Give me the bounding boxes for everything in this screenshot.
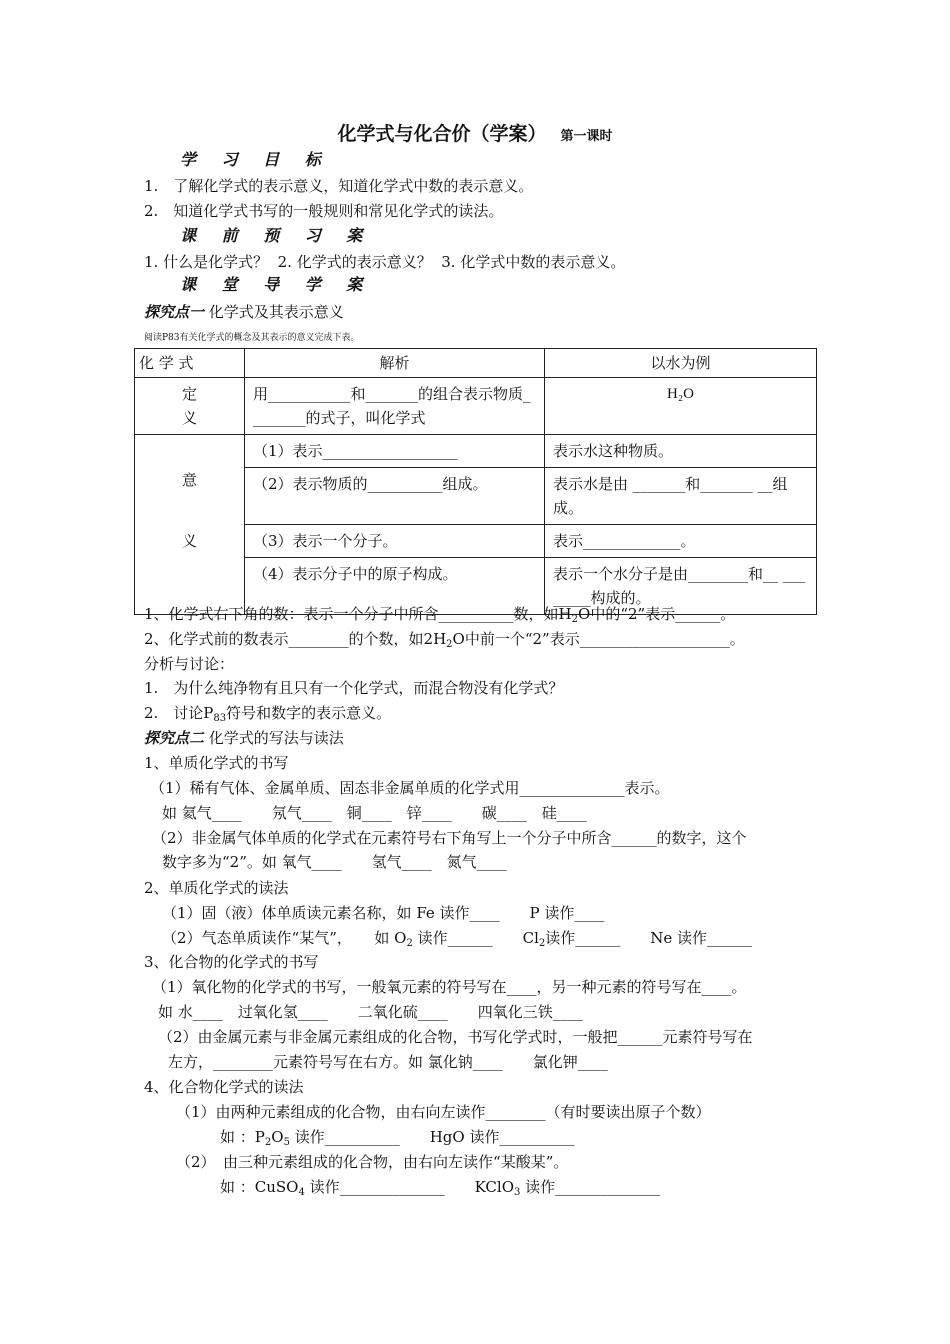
definition-text: 用___________和_______的组合表示物质________的式子，叫化学式	[245, 378, 545, 435]
section-heading-class: 课 堂 导 学 案	[180, 275, 373, 294]
meaning-example: 表示水这种物质。	[545, 435, 817, 468]
meaning-text: （1）表示__________________	[245, 435, 545, 468]
preview-questions: 1. 什么是化学式？ 2. 化学式的表示意义？ 3. 化学式中数的表示意义。	[144, 253, 626, 271]
table-header: 以水为例	[545, 349, 817, 378]
title-text: 化学式与化合价（学案）	[337, 123, 547, 145]
text-line: （1）氧化物的化学式的书写，一般氧元素的符号写在____，另一种元素的符号写在____。	[152, 978, 747, 996]
text-line: （1）稀有气体、金属单质、固态非金属单质的化学式用______________表示。	[150, 779, 670, 797]
text-line: 数字多为“2”。如 氧气____ 氢气____ 氮气____	[162, 853, 507, 871]
meaning-example: 表示_____________。	[545, 525, 817, 558]
meaning-example: 表示水是由 _______和_______ __组成。	[545, 468, 817, 525]
text-line: （2）非金属气体单质的化学式在元素符号右下角写上一个分子中所含______的数字，这个	[152, 829, 747, 847]
section-heading-preview: 课 前 预 习 案	[180, 226, 373, 245]
example-line: 如 ：$P_2O_5$ 读作__________ HgO 读作__________	[220, 1128, 575, 1148]
lesson-subtitle: 第一课时	[560, 129, 613, 144]
table-header: 解析	[245, 349, 545, 378]
table-header: 化 学 式	[135, 349, 245, 378]
question-1: 1、化学式右下角的数：表示一个分子中所含__________数，如$H_2O$中的“2”表示______。	[144, 605, 736, 625]
text-line: 左方，________元素符号写在右方。如 氯化钠____ 氯化钾____	[168, 1053, 608, 1071]
meaning-label-top: 意	[135, 435, 245, 525]
reading-note: 阅读P83有关化学式的概念及其表示的意义完成下表。	[144, 333, 360, 343]
subsection-heading: 3、化合物的化学式的书写	[144, 953, 319, 971]
table-header-row	[135, 349, 817, 378]
table-row-definition	[135, 378, 817, 435]
text-line: （1）由两种元素组成的化合物，由右向左读作________（有时要读出原子个数）	[176, 1103, 711, 1121]
table-row	[135, 435, 817, 468]
subsection-heading: 1、单质化学式的书写	[144, 754, 289, 772]
page-title	[0, 124, 950, 147]
text-line: （2）由金属元素与非金属元素组成的化合物，书写化学式时，一般把______元素符号写在	[158, 1028, 753, 1046]
question-2: 2、化学式前的数表示________的个数，如$2H_2O$中前一个“2”表示____________________。	[144, 630, 745, 650]
probe-label: 探究点一	[144, 303, 205, 321]
meaning-text: （4）表示分子中的原子构成。	[245, 558, 545, 615]
probe-title: 化学式的写法与读法	[208, 729, 344, 747]
probe-title: 化学式及其表示意义	[208, 303, 344, 321]
definition-example: H₂O	[545, 378, 817, 435]
discussion-item: 1. 为什么纯净物有且只有一个化学式，而混合物没有化学式？	[144, 679, 564, 697]
probe-label: 探究点二	[144, 729, 205, 747]
subsection-heading: 2、单质化学式的读法	[144, 879, 289, 897]
example-line: 如 氦气____ 氖气____ 铜____ 锌____ 碳____ 硅____	[162, 804, 587, 822]
example-line: 如 ：CuSO$_4$ 读作______________ KClO$_3$ 读作______________	[220, 1178, 661, 1198]
meaning-text: （2）表示物质的__________组成。	[245, 468, 545, 525]
discussion-item: 2. 讨论$P_{83}$符号和数字的表示意义。	[144, 704, 392, 724]
section-heading-goals: 学 习 目 标	[180, 150, 331, 169]
goal-item: 1. 了解化学式的表示意义，知道化学式中数的表示意义。	[144, 177, 534, 195]
probe-heading-1	[144, 302, 344, 322]
meaning-label-bottom: 义	[135, 525, 245, 615]
meaning-example: 表示一个水分子是由________和__ ________构成的。	[545, 558, 817, 615]
goal-item: 2. 知道化学式书写的一般规则和常见化学式的读法。	[144, 202, 504, 220]
text-line: （2）气态单质读作“某气”， 如 $O_2$ 读作______ $Cl_2$读作______ Ne 读作______	[162, 929, 753, 949]
subsection-heading: 4、化合物化学式的读法	[144, 1078, 304, 1096]
definition-label: 定 义	[135, 378, 245, 435]
text-line: （2） 由三种元素组成的化合物，由右向左读作“某酸某”。	[176, 1153, 569, 1171]
example-line: 如 水____ 过氧化氢____ 二氧化硫____ 四氧化三铁____	[158, 1003, 583, 1021]
discussion-heading: 分析与讨论：	[144, 655, 235, 673]
text-line: （1）固（液）体单质读元素名称，如 Fe 读作____ P 读作____	[162, 904, 605, 922]
formula-table	[134, 348, 817, 615]
probe-heading-2	[144, 728, 344, 748]
table-row	[135, 525, 817, 558]
meaning-text: （3）表示一个分子。	[245, 525, 545, 558]
